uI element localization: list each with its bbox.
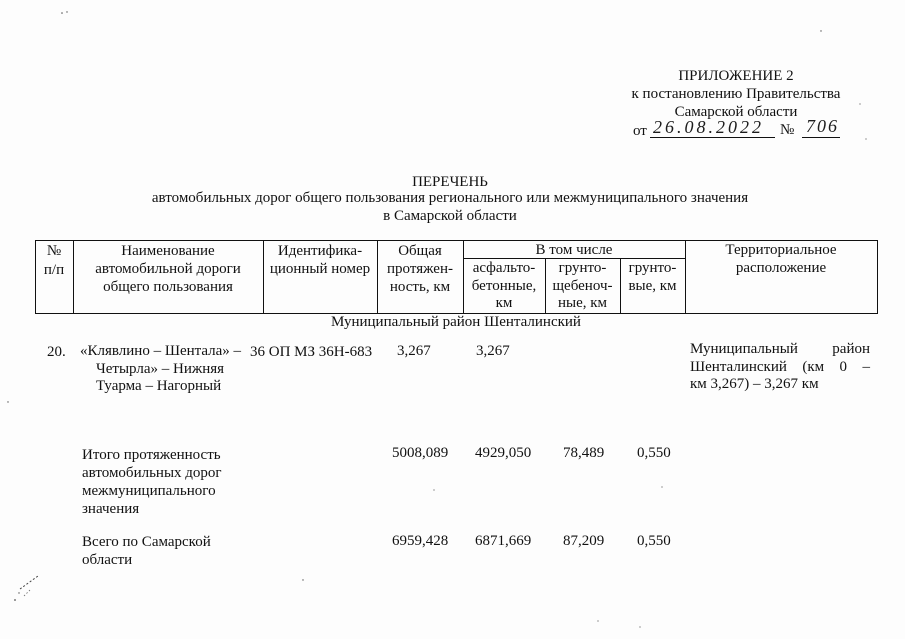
grand-total-length-value: 6959,428: [392, 533, 449, 549]
total-dirt-value: 0,550: [637, 445, 671, 461]
total-label-line: автомобильных дорог: [82, 465, 222, 481]
grand-total-label: [82, 533, 211, 569]
total-length-value: 5008,089: [392, 445, 449, 461]
row-road-name: [80, 343, 241, 396]
grand-total-asphalt-value: 6871,669: [475, 533, 532, 549]
row-total-length: 3,267: [397, 343, 431, 359]
total-asphalt-value: 4929,050: [475, 445, 532, 461]
date-prefix: от: [633, 123, 647, 139]
appendix-title: ПРИЛОЖЕНИЕ 2: [678, 68, 794, 84]
road-name-line: «Клявлино – Шентала» –: [80, 343, 242, 359]
list-subtitle-line-2: в Самарской области: [383, 208, 517, 224]
total-label: [82, 446, 222, 518]
location-line: Муниципальный район: [690, 341, 870, 357]
row-asphalt: 3,267: [476, 343, 510, 359]
grand-total-label-line: Всего по Самарской: [82, 534, 211, 550]
handwritten-number: 706: [806, 116, 839, 136]
row-number: 20.: [47, 344, 66, 360]
road-name-line: Туарма – Нагорный: [96, 378, 222, 394]
total-label-line: Итого протяженность: [82, 447, 221, 463]
location-line: Шенталинский (км 0 –: [690, 358, 870, 375]
header-road-name: Наименование автомобильной дороги общего пользования: [95, 243, 241, 295]
header-gravel: грунто- щебеноч- ные, км: [552, 260, 613, 311]
header-location: Территориальное расположение: [725, 242, 837, 276]
header-including: В том числе: [535, 242, 613, 258]
road-name-line: Четырла» – Нижняя: [96, 360, 225, 377]
appendix-line-2: Самарской области: [674, 104, 798, 120]
grand-total-dirt-value: 0,550: [637, 533, 671, 549]
list-subtitle-line-1: автомобильных дорог общего пользования регионального или межмуниципального значения: [151, 190, 749, 206]
header-total-length: Общая протяжен- ность, км: [387, 243, 453, 295]
list-title: ПЕРЕЧЕНЬ: [412, 174, 488, 190]
date-underline: [650, 137, 775, 138]
location-line: км 3,267) – 3,267 км: [690, 376, 819, 392]
handwritten-date: 26.08.2022: [653, 117, 764, 137]
header-top-border: [35, 240, 878, 241]
total-label-line: межмуниципального: [82, 483, 216, 499]
section-label: Муниципальный район Шенталинский: [331, 314, 581, 330]
header-asphalt: асфальто- бетонные, км: [471, 260, 537, 311]
total-gravel-value: 78,489: [563, 445, 605, 461]
number-sign: №: [780, 122, 795, 138]
grand-total-label-line: области: [82, 552, 133, 568]
appendix-line-1: к постановлению Правительства: [631, 86, 841, 102]
total-label-line: значения: [82, 501, 140, 517]
number-underline: [802, 137, 840, 138]
row-location: [690, 341, 870, 394]
column-border: [877, 240, 878, 314]
grand-total-gravel-value: 87,209: [563, 533, 605, 549]
row-identifier: 36 ОП МЗ 36Н-683: [250, 344, 373, 360]
header-dirt: грунто- вые, км: [628, 260, 677, 294]
header-number: № п/п: [43, 243, 65, 278]
header-identifier: Идентифика- ционный номер: [269, 243, 371, 277]
